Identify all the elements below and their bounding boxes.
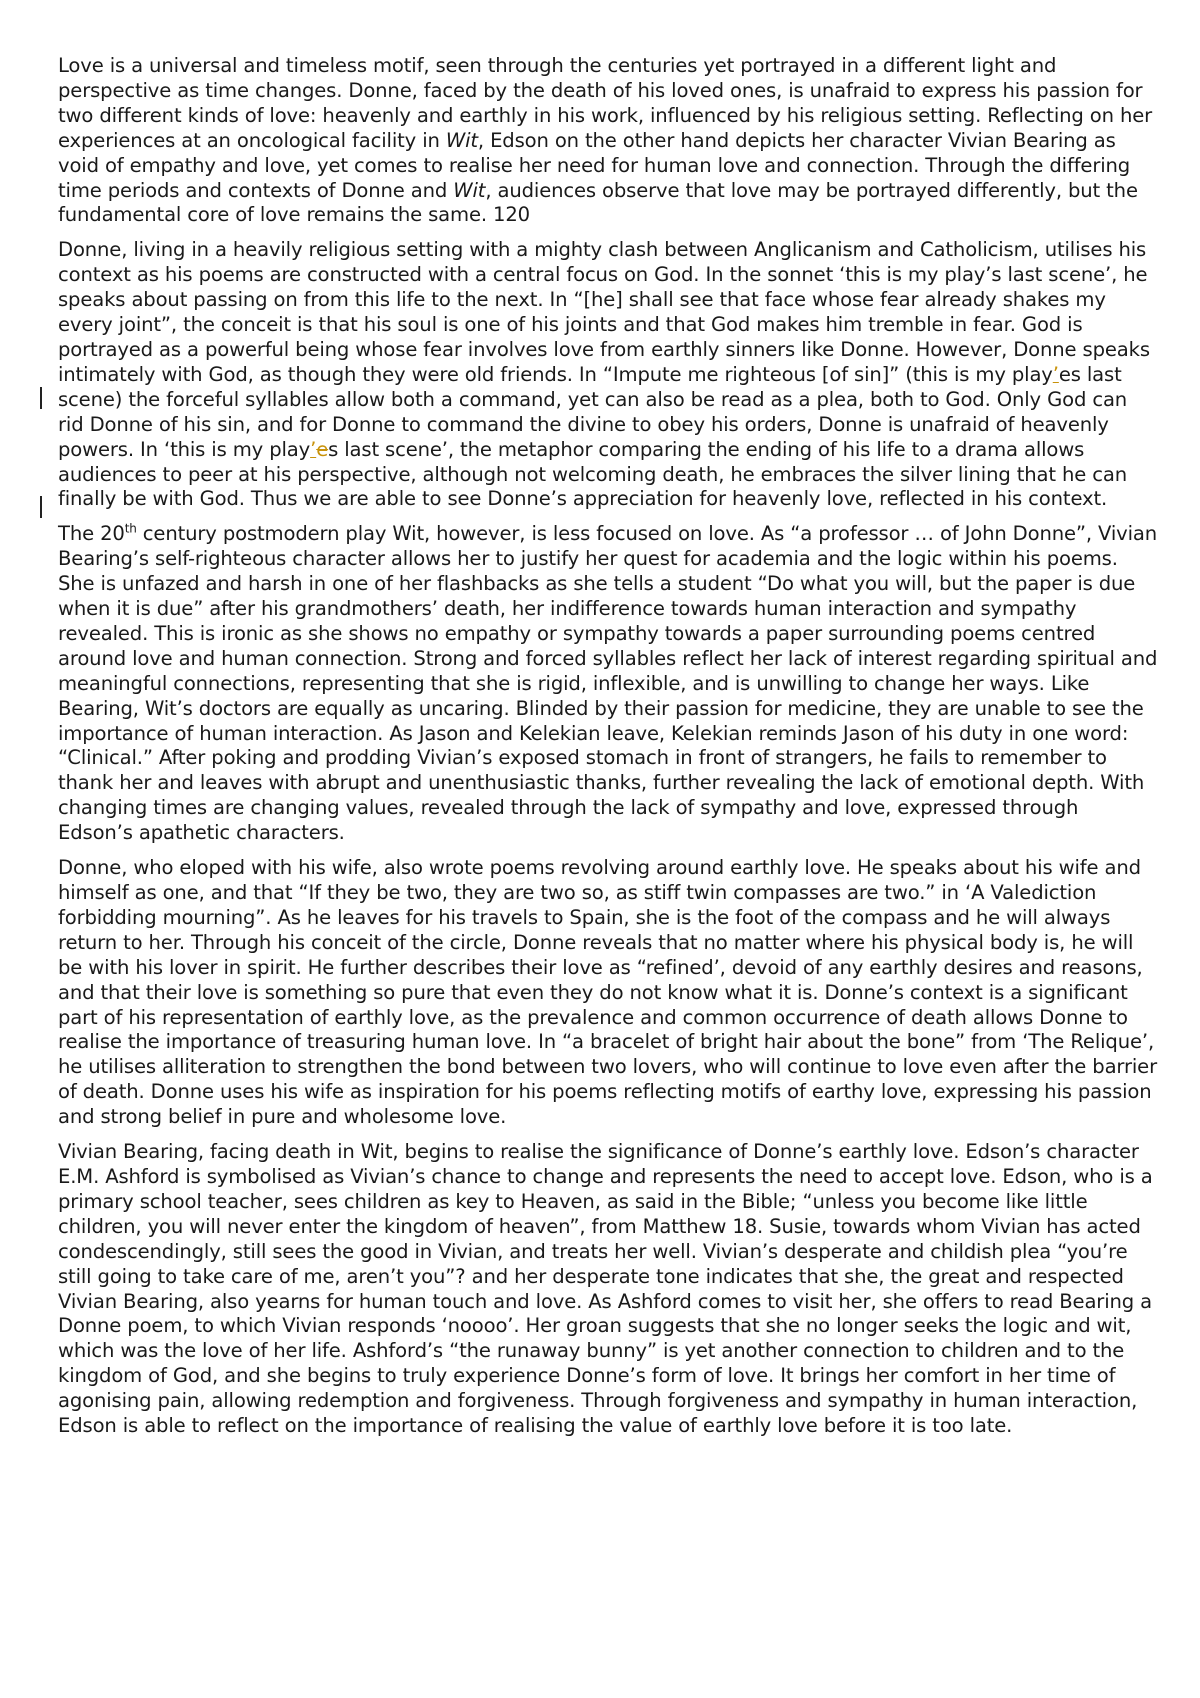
title-wit: Wit [445,128,478,152]
revision-change-bar [40,496,42,518]
paragraph-donne-earthly-love: Donne, who eloped with his wife, also wrote poems revolving around earthly love. He speaks about his wife and himself as one, and that “If they be two, they are two so, as stiff twin compasses are two.” in ‘A Valediction forbidding mourning”. As he leaves for his travels to Spain, she is the foot of the compass and he will always return to her. Through his conceit of the circle, Donne reveals that no matter where his physical body is, he will be with his lover in spirit. He further describes their love as “refined’, devoid of any earthly desires and reasons, and that their love is something so pure that even they do not know what it is. Donne’s context is a significant part of his representation of earthly love, as the prevalence and common occurrence of death allows Donne to realise the importance of treasuring human love. In “a bracelet of bright hair about the bone” from ‘The Relique’, he utilises alliteration to strengthen the bond between two lovers, who will continue to love even after the barrier of death. Donne uses his wife as inspiration for his poems reflecting motifs of earthy love, expressing his passion and strong belief in pure and wholesome love. [58,856,1157,1129]
document-body [58,54,1158,1449]
ordinal-superscript: th [124,521,137,536]
paragraph-wit-earthly-love: Vivian Bearing, facing death in Wit, begins to realise the significance of Donne’s earthly love. Edson’s character E.M. Ashford is symbolised as Vivian’s chance to change and represents the need to accept love. Edson, who is a primary school teacher, sees children as key to Heaven, as said in the Bible; “unless you become like little children, you will never enter the kingdom of heaven”, from Matthew 18. Susie, towards whom Vivian has acted condescendingly, still sees the good in Vivian, and treats her well. Vivian’s desperate and childish plea “you’re still going to take care of me, aren’t you”? and her desperate tone indicates that she, the great and respected Vivian Bearing, also yearns for human touch and love. As Ashford comes to visit her, she offers to read Bearing a Donne poem, to which Vivian responds ‘noooo’. Her groan suggests that she no longer seeks the logic and wit, which was the love of her life. Ashford’s “the runaway bunny” is yet another connection to children and to the kingdom of God, and she begins to truly experience Donne’s form of love. It brings her comfort in her time of agonising pain, allowing redemption and forgiveness. Through forgiveness and sympathy in human interaction, Edson is able to reflect on the importance of realising the value of earthly love before it is too late. [58,1140,1153,1438]
tracked-insertion: ’ [310,437,317,461]
paragraph-introduction: Love is a universal and timeless motif, seen through the centuries yet portrayed in a different light and perspective as time changes. Donne, faced by the death of his loved ones, is unafraid to express his passion for two different kinds of love: heavenly and earthly in his work, influenced by his religious setting. Reflecting on her experiences at an oncological facility in Wit, Edson on the other hand depicts her character Vivian Bearing as void of empathy and love, yet comes to realise her need for human love and connection. Through the differing time periods and contexts of Donne and Wit, audiences observe that love may be portrayed differently, but the fundamental core of love remains the same. 120 [58,54,1153,227]
tracked-insertion: ’ [1052,362,1059,386]
revision-change-bar [40,387,42,409]
title-wit: Wit [453,178,486,202]
tracked-deletion: e [316,437,329,461]
paragraph-wit-lack-of-love: The 20th century postmodern play Wit, however, is less focused on love. As “a professor … of John Donne”, Vivian Bearing’s self-righteous character allows her to justify her quest for academia and the logic within his poems. She is unfazed and harsh in one of her flashbacks as she tells a student “Do what you will, but the paper is due when it is due” after his grandmothers’ death, her indifference towards human interaction and sympathy revealed. This is ironic as she shows no empathy or sympathy towards a paper surrounding poems centred around love and human connection. Strong and forced syllables reflect her lack of interest regarding spiritual and meaningful connections, representing that she is rigid, inflexible, and is unwilling to change her ways. Like Bearing, Wit’s doctors are equally as uncaring. Blinded by their passion for medicine, they are unable to see the importance of human interaction. As Jason and Kelekian leave, Kelekian reminds Jason of his duty in one word: “Clinical.” After poking and prodding Vivian’s exposed stomach in front of strangers, he fails to remember to thank her and leaves with abrupt and unenthusiastic thanks, further revealing the lack of emotional depth. With changing times are changing values, revealed through the lack of sympathy and love, expressed through Edson’s apathetic characters. [58,521,1158,845]
paragraph-donne-heavenly-love: Donne, living in a heavily religious setting with a mighty clash between Anglicanism and Catholicism, utilises his context as his poems are constructed with a central focus on God. In the sonnet ‘this is my play’s last scene’, he speaks about passing on from this life to the next. In “[he] shall see that face whose fear already shakes my every joint”, the conceit is that his soul is one of his joints and that God makes him tremble in fear. God is portrayed as a powerful being whose fear involves love from earthly sinners like Donne. However, Donne speaks intimately with God, as though they were old friends. In “Impute me righteous [of sin]” (this is my play’es last scene) the forceful syllables allow both a command, yet can also be read as a plea, both to God. Only God can rid Donne of his sin, and for Donne to command the divine to obey his orders, Donne is unafraid of heavenly powers. In ‘this is my play’es last scene’, the metaphor comparing the ending of his life to a drama allows audiences to peer at his perspective, although not welcoming death, he embraces the silver lining that he can finally be with God. Thus we are able to see Donne’s appreciation for heavenly love, reflected in his context. [58,238,1150,511]
